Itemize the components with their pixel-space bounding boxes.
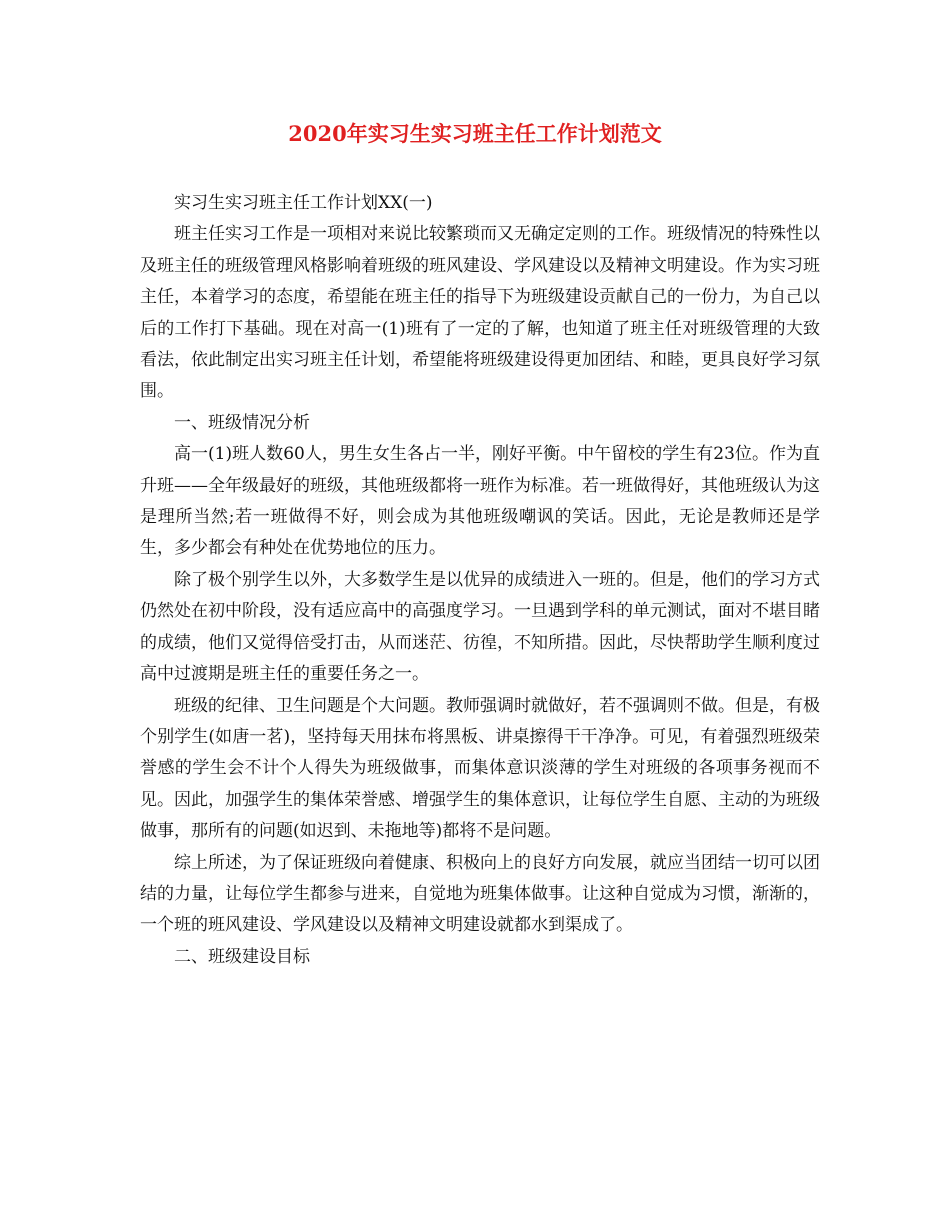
- subtitle-paragraph: 实习生实习班主任工作计划XX(一): [174, 193, 433, 213]
- body-paragraph: 班级的纪律、卫生问题是个大问题。教师强调时就做好，若不强调则不做。但是，有极个别学生(如唐一茗)，坚持每天用抹布将黑板、讲桌擦得干干净净。可见，有着强烈班级荣誉感的学生会不计个人得失为班级做事，而集体意识淡薄的学生对班级的各项事务视而不见。因此，加强学生的集体荣誉感、增强学生的集体意识，让每位学生自愿、主动的为班级做事，那所有的问题(如迟到、未拖地等)都将不是问题。: [140, 695, 820, 842]
- section-heading-2: 二、班级建设目标: [174, 946, 310, 967]
- document-body: [140, 188, 820, 973]
- section-heading-1: 一、班级情况分析: [174, 412, 310, 433]
- intro-paragraph: 班主任实习工作是一项相对来说比较繁琐而又无确定定则的工作。班级情况的特殊性以及班主任的班级管理风格影响着班级的班风建设、学风建设以及精神文明建设。作为实习班主任，本着学习的态度，希望能在班主任的指导下为班级建设贡献自己的一份力，为自己以后的工作打下基础。现在对高一(1)班有了一定的了解，也知道了班主任对班级管理的大致看法，依此制定出实习班主任计划，希望能将班级建设得更加团结、和睦，更具良好学习氛围。: [140, 224, 820, 402]
- document-title: 2020年实习生实习班主任工作计划范文: [288, 121, 662, 146]
- body-paragraph: 高一(1)班人数60人，男生女生各占一半，刚好平衡。中午留校的学生有23位。作为直升班——全年级最好的班级，其他班级都将一班作为标准。若一班做得好，其他班级认为这是理所当然;若一班做得不好，则会成为其他班级嘲讽的笑话。因此，无论是教师还是学生，多少都会有种处在优势地位的压力。: [140, 444, 820, 559]
- body-paragraph: 综上所述，为了保证班级向着健康、积极向上的良好方向发展，就应当团结一切可以团结的力量，让每位学生都参与进来，自觉地为班集体做事。让这种自觉成为习惯，渐渐的，一个班的班风建设、学风建设以及精神文明建设就都水到渠成了。: [140, 852, 820, 936]
- body-paragraph: 除了极个别学生以外，大多数学生是以优异的成绩进入一班的。但是，他们的学习方式仍然处在初中阶段，没有适应高中的高强度学习。一旦遇到学科的单元测试，面对不堪目睹的成绩，他们又觉得倍受打击，从而迷茫、彷徨，不知所措。因此，尽快帮助学生顺利度过高中过渡期是班主任的重要任务之一。: [140, 569, 820, 685]
